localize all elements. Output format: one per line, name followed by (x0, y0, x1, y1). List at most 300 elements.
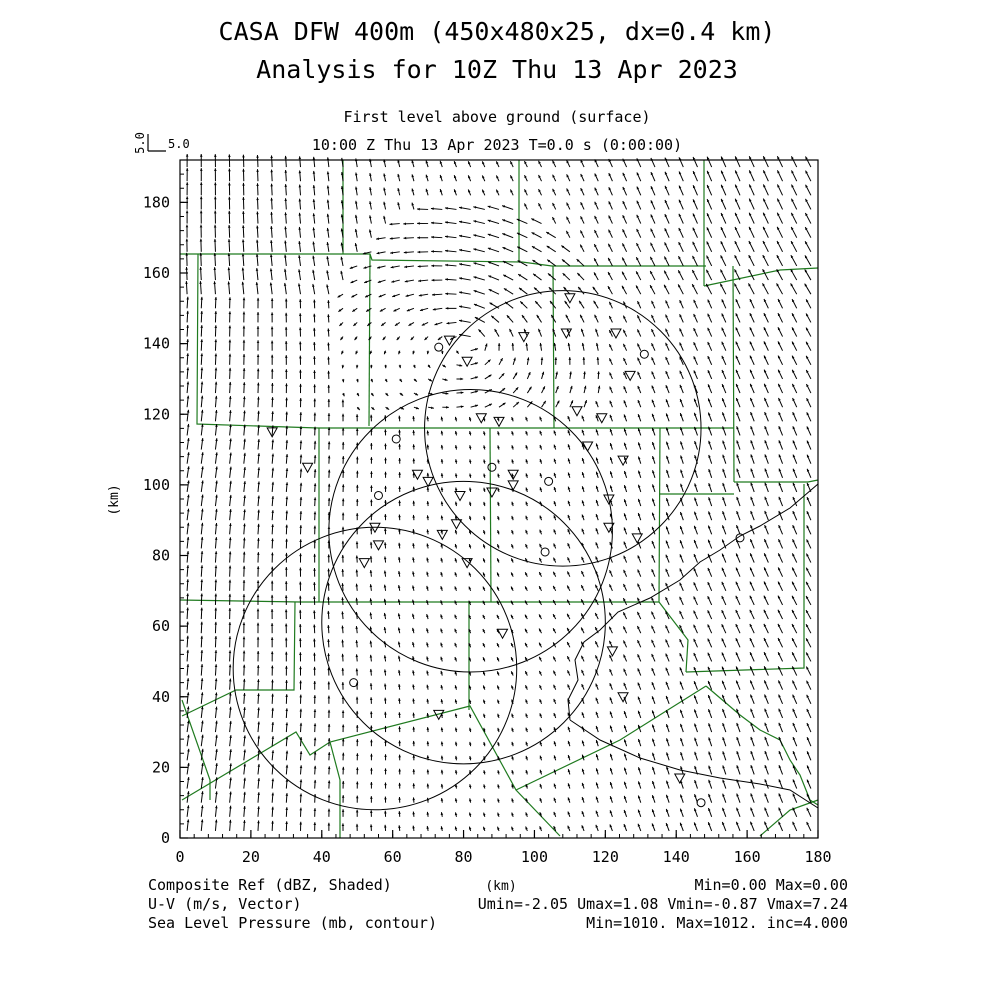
wind-vector-head (694, 794, 696, 797)
wind-vector-head (624, 513, 626, 516)
wind-vector-head (568, 515, 570, 518)
wind-vector-head (285, 680, 288, 683)
wind-vector-head (286, 468, 289, 471)
wind-vector-head (596, 443, 598, 446)
wind-vector-head (271, 312, 274, 315)
wind-vector-head (327, 343, 330, 346)
wind-vector-head (384, 754, 387, 757)
wind-vector-head (285, 327, 288, 330)
wind-vector-head (313, 653, 316, 656)
wind-vector-head (356, 457, 359, 460)
wind-vector-head (341, 668, 344, 671)
wind-vector-head (200, 579, 203, 582)
wind-vector-head (736, 751, 738, 754)
wind-vector-head (314, 808, 317, 811)
x-tick-label: 100 (520, 848, 548, 866)
wind-vector-head (313, 399, 316, 402)
wind-vector-head (271, 793, 274, 796)
y-tick-label: 60 (151, 617, 170, 636)
wind-vector-head (708, 469, 710, 472)
wind-vector-head (497, 827, 499, 830)
wind-vector-head (460, 378, 463, 381)
wind-vector-head (680, 724, 682, 727)
wind-vector-head (327, 371, 330, 374)
wind-vector-head (299, 610, 302, 613)
wind-vector-head (652, 484, 654, 487)
wind-vector-head (398, 416, 401, 419)
wind-vector-head (502, 219, 505, 221)
wind-vector-head (313, 610, 316, 613)
wind-vector-head (483, 700, 485, 703)
wind-vector-head (256, 226, 259, 229)
wind-vector-head (271, 355, 274, 358)
wind-vector-head (285, 383, 288, 386)
wind-vector-head (511, 431, 513, 434)
wind-vector-head (431, 250, 434, 253)
wind-vector-head (568, 430, 570, 433)
wind-vector-head (525, 516, 527, 519)
wind-vector-head (525, 714, 527, 717)
wind-vector-head (271, 821, 274, 824)
wind-vector-head (229, 820, 232, 823)
wind-vector-head (228, 211, 231, 214)
wind-vector-head (200, 196, 203, 199)
wind-vector-head (199, 281, 202, 284)
wind-vector-head (624, 782, 626, 785)
wind-vector-head (708, 780, 710, 783)
wind-vector-head (555, 357, 558, 360)
wind-vector-head (328, 738, 331, 741)
wind-vector-head (242, 239, 245, 242)
wind-vector-head (694, 441, 696, 444)
wind-vector-head (284, 170, 287, 173)
wind-vector-head (285, 652, 288, 655)
wind-vector-head (624, 810, 626, 813)
wind-vector-head (680, 766, 682, 769)
wind-vector-head (722, 765, 724, 768)
wind-vector-head (356, 739, 359, 742)
wind-vector-head (200, 225, 203, 228)
wind-vector-head (610, 443, 612, 446)
wind-vector-head (314, 512, 317, 515)
wind-vector-head (200, 325, 203, 328)
wind-vector-head (342, 724, 345, 727)
wind-vector-head (488, 234, 491, 236)
wind-vector-head (285, 821, 288, 824)
wind-vector-head (652, 767, 654, 770)
x-axis-ticks (175, 830, 831, 866)
wind-vector-head (314, 455, 317, 458)
wind-vector-head (300, 709, 303, 712)
wind-vector-head (680, 455, 682, 458)
wind-vector-head (398, 726, 401, 729)
wind-vector-head (285, 581, 288, 584)
wind-vector-head (257, 820, 260, 823)
wind-vector-head (228, 239, 231, 242)
wind-vector-head (708, 497, 710, 500)
wind-vector-head (299, 342, 302, 345)
wind-vector-head (398, 486, 401, 489)
wind-vector-head (341, 583, 344, 586)
wind-vector-head (299, 596, 302, 599)
wind-vector-head (596, 768, 598, 771)
wind-vector-head (722, 511, 724, 514)
wind-vector-head (666, 470, 668, 473)
wind-vector-head (582, 769, 584, 772)
wind-vector-head (398, 769, 401, 772)
plot-subtitle: 10:00 Z Thu 13 Apr 2023 T=0.0 s (0:00:00) (311, 136, 683, 154)
station-circle (374, 491, 382, 499)
wind-vector-head (497, 700, 499, 703)
wind-vector-head (403, 237, 406, 240)
wind-vector-head (215, 297, 218, 300)
wind-vector-head (328, 710, 331, 713)
wind-vector-head (214, 608, 217, 611)
wind-vector-head (370, 471, 373, 474)
y-axis-ticks (143, 160, 188, 847)
wind-vector-head (286, 454, 289, 457)
wind-vector-head (199, 267, 202, 270)
x-tick-label: 80 (454, 848, 473, 866)
station-circle (545, 477, 553, 485)
wind-vector-head (694, 512, 696, 515)
y-axis-label: (km) (107, 484, 122, 516)
station-triangle (632, 534, 642, 543)
wind-vector-head (638, 471, 640, 474)
y-tick-label: 140 (142, 334, 170, 353)
wind-vector-head (356, 725, 359, 728)
wind-vector-head (624, 429, 626, 432)
wind-vector-head (314, 469, 317, 472)
wind-vector-head (271, 341, 274, 344)
wind-vector-head (257, 524, 260, 527)
wind-vector-head (229, 551, 232, 554)
y-tick-label: 40 (151, 687, 170, 706)
station-triangle (455, 491, 465, 500)
wind-vector-head (568, 755, 570, 758)
x-tick-label: 120 (591, 848, 619, 866)
wind-vector-head (229, 566, 232, 569)
wind-vector-head (285, 638, 288, 641)
station-circle (392, 435, 400, 443)
wind-vector-head (256, 240, 259, 243)
wind-vector-head (638, 796, 640, 799)
wind-vector-head (427, 755, 430, 758)
wind-vector-head (327, 554, 330, 557)
wind-vector-head (431, 207, 434, 210)
wind-vector-head (284, 226, 287, 229)
wind-vector-head (370, 683, 373, 686)
wind-vector-head (356, 654, 359, 657)
wind-vector-head (215, 353, 218, 356)
wind-vector-head (596, 500, 598, 503)
wind-vector-head (540, 713, 542, 716)
wind-vector-head (541, 357, 544, 360)
wind-vector-head (257, 623, 260, 626)
wind-vector-head (256, 212, 259, 215)
wind-vector-head (257, 354, 260, 357)
wind-vector-head (511, 530, 513, 533)
wind-vector-head (597, 371, 600, 374)
station-markers (267, 294, 744, 807)
wind-vector-head (652, 513, 654, 516)
wind-vector-head (596, 740, 598, 743)
wind-vector-head (228, 154, 231, 157)
wind-vector-head (398, 515, 401, 518)
wind-vector-head (526, 728, 528, 731)
wind-vector-head (314, 695, 317, 698)
wind-vector-head (525, 812, 527, 815)
wind-vector-head (243, 368, 246, 371)
wind-vector-head (680, 710, 682, 713)
station-circle (697, 799, 705, 807)
wind-vector-head (186, 339, 189, 342)
wind-vector-head (200, 239, 203, 242)
wind-vector-head (751, 737, 753, 740)
wind-vector-head (229, 368, 232, 371)
wind-vector-head (271, 722, 274, 725)
wind-vector-head (432, 293, 435, 296)
station-triangle (444, 336, 454, 345)
wind-vector-head (271, 807, 274, 810)
wind-vector-head (736, 497, 738, 500)
wind-vector-head (638, 810, 640, 813)
wind-vector-head (313, 625, 316, 628)
wind-vector-head (624, 725, 626, 728)
wind-vector-head (214, 339, 217, 342)
wind-vector-head (446, 406, 449, 409)
wind-vector-head (596, 458, 598, 461)
wind-vector-head (214, 311, 217, 314)
wind-vector-head (384, 825, 387, 828)
wind-vector-head (228, 169, 231, 172)
wind-vector-head (313, 328, 316, 331)
wind-vector-head (243, 679, 246, 682)
wind-vector-head (327, 597, 330, 600)
wind-vector-head (215, 636, 218, 639)
wind-vector-head (284, 156, 287, 159)
station-circle (541, 548, 549, 556)
wind-vector-head (243, 523, 246, 526)
wind-vector-head (257, 312, 260, 315)
wind-vector-head (356, 824, 359, 827)
wind-vector-head (185, 281, 188, 284)
wind-vector-head (652, 739, 654, 742)
wind-vector-head (299, 398, 302, 401)
vector-reference-key (133, 132, 190, 154)
wind-vector-head (299, 652, 302, 655)
wind-vector-head (242, 268, 245, 271)
wind-vector-head (214, 182, 217, 185)
wind-vector-head (554, 798, 556, 801)
wind-vector-head (666, 767, 668, 770)
wind-vector-head (299, 327, 302, 330)
station-triangle (607, 647, 617, 656)
wind-vector-head (257, 580, 260, 583)
wind-vector-head (554, 431, 556, 434)
wind-vector-head (285, 807, 288, 810)
station-triangle (565, 294, 575, 303)
wind-vector-head (271, 609, 274, 612)
wind-vector-head (328, 795, 331, 798)
wind-vector-head (299, 356, 302, 359)
station-triangle (561, 329, 571, 338)
station-triangle (611, 329, 621, 338)
wind-vector-head (417, 222, 420, 225)
wind-vector-head (568, 444, 570, 447)
wind-vector-head (398, 741, 401, 744)
wind-vector-head (497, 813, 499, 816)
wind-vector-head (214, 622, 217, 625)
wind-vector-head (342, 442, 345, 445)
wind-vector-head (582, 430, 584, 433)
wind-vector-head (751, 469, 753, 472)
wind-vector-head (271, 708, 274, 711)
wind-vector-head (680, 794, 682, 797)
wind-vector-head (270, 170, 273, 173)
wind-vector-head (299, 539, 302, 542)
wind-vector-head (722, 483, 724, 486)
wind-vector-head (186, 367, 189, 370)
wind-vector-head (356, 697, 359, 700)
wind-vector-head (299, 638, 302, 641)
wind-vector-head (201, 664, 204, 667)
wind-vector-head (398, 797, 401, 800)
wind-vector-head (257, 411, 260, 414)
wind-vector-head (512, 343, 515, 346)
wind-vector-head (582, 486, 584, 489)
x-tick-label: 60 (383, 848, 402, 866)
wind-vector-head (708, 441, 710, 444)
wind-vector-head (229, 523, 232, 526)
wind-vector-head (214, 168, 217, 171)
wind-vector-head (285, 553, 288, 556)
wind-vector-head (229, 382, 232, 385)
wind-vector-head (271, 397, 274, 400)
wind-vector-head (313, 554, 316, 557)
wind-vector-head (300, 440, 303, 443)
wind-vector-head (342, 498, 345, 501)
wind-vector-head (356, 711, 359, 714)
wind-vector-head (356, 810, 359, 813)
wind-vector-head (243, 806, 246, 809)
wind-vector-head (356, 485, 359, 488)
wind-vector-head (356, 570, 359, 573)
wind-vector-head (271, 411, 274, 414)
wind-vector-head (186, 168, 189, 171)
wind-vector-head (722, 469, 724, 472)
wind-vector-head (624, 796, 626, 799)
wind-vector-head (370, 485, 373, 488)
wind-vector-head (257, 340, 260, 343)
wind-vector-head (554, 755, 556, 758)
wind-vector-head (242, 197, 245, 200)
radar-range-rings (233, 291, 701, 810)
wind-vector-head (666, 752, 668, 755)
wind-vector-head (440, 614, 442, 617)
wind-vector-head (390, 223, 393, 226)
wind-vector-head (314, 723, 317, 726)
wind-vector-head (384, 429, 387, 432)
wind-vector-head (483, 685, 485, 688)
wind-vector-head (256, 183, 259, 186)
wind-vector-head (186, 154, 189, 157)
wind-vector-head (412, 769, 415, 772)
wind-vector-head (328, 441, 331, 444)
station-triangle (498, 629, 508, 638)
wind-vector-head (341, 597, 344, 600)
wind-vector-head (398, 458, 401, 461)
wind-vector-head (271, 496, 274, 499)
wind-vector-head (313, 568, 316, 571)
wind-vector-head (427, 473, 430, 476)
wind-vector-head (299, 582, 302, 585)
x-tick-label: 40 (312, 848, 331, 866)
wind-vector-head (328, 752, 331, 755)
wind-vector-head (440, 643, 442, 646)
wind-vector-head (582, 458, 584, 461)
wind-vector-head (370, 796, 373, 799)
wind-vector-head (300, 794, 303, 797)
wind-vector-head (526, 502, 528, 505)
wind-vector-head (214, 225, 217, 228)
wind-vector-head (356, 499, 359, 502)
wind-vector-head (722, 737, 724, 740)
wind-vector-head (201, 551, 204, 554)
wind-vector-head (342, 400, 345, 403)
wind-vector-head (694, 738, 696, 741)
footer-reflectivity-range: Min=0.00 Max=0.00 (694, 876, 848, 894)
wind-vector-head (328, 696, 331, 699)
wind-vector-head (722, 497, 724, 500)
header-title-line2: Analysis for 10Z Thu 13 Apr 2023 (256, 55, 738, 84)
wind-vector-head (583, 357, 586, 360)
wind-vector-head (610, 740, 612, 743)
wind-vector-head (215, 650, 218, 653)
station-triangle (462, 357, 472, 366)
wind-vector-head (286, 765, 289, 768)
wind-vector-head (328, 809, 331, 812)
header-title-line1: CASA DFW 400m (450x480x25, dx=0.4 km) (218, 17, 776, 46)
wind-vector-head (257, 397, 260, 400)
wind-vector-head (370, 740, 373, 743)
station-triangle (675, 774, 685, 783)
wind-vector-head (313, 356, 316, 359)
wind-vector-head (257, 326, 260, 329)
wind-vector-head (511, 417, 513, 420)
wind-vector-head (186, 210, 189, 213)
wind-vector-head (540, 445, 542, 448)
wind-vector-head (271, 369, 274, 372)
wind-vector-head (243, 509, 246, 512)
wind-vector-head (412, 430, 415, 433)
wind-vector-head (286, 793, 289, 796)
wind-vector-head (327, 625, 330, 628)
wind-vector-head (257, 792, 260, 795)
wind-vector-head (554, 459, 556, 462)
wind-vector-head (398, 472, 401, 475)
wind-vector-head (327, 569, 330, 572)
wind-vector-head (314, 709, 317, 712)
wind-vector-head (186, 225, 189, 228)
wind-vector-head (350, 266, 353, 268)
wind-vector-head (431, 265, 434, 268)
wind-vector-head (243, 354, 246, 357)
wind-vector-head (242, 155, 245, 158)
wind-vector-head (440, 629, 442, 632)
wind-vector-head (313, 596, 316, 599)
wind-vector-head (680, 809, 682, 812)
